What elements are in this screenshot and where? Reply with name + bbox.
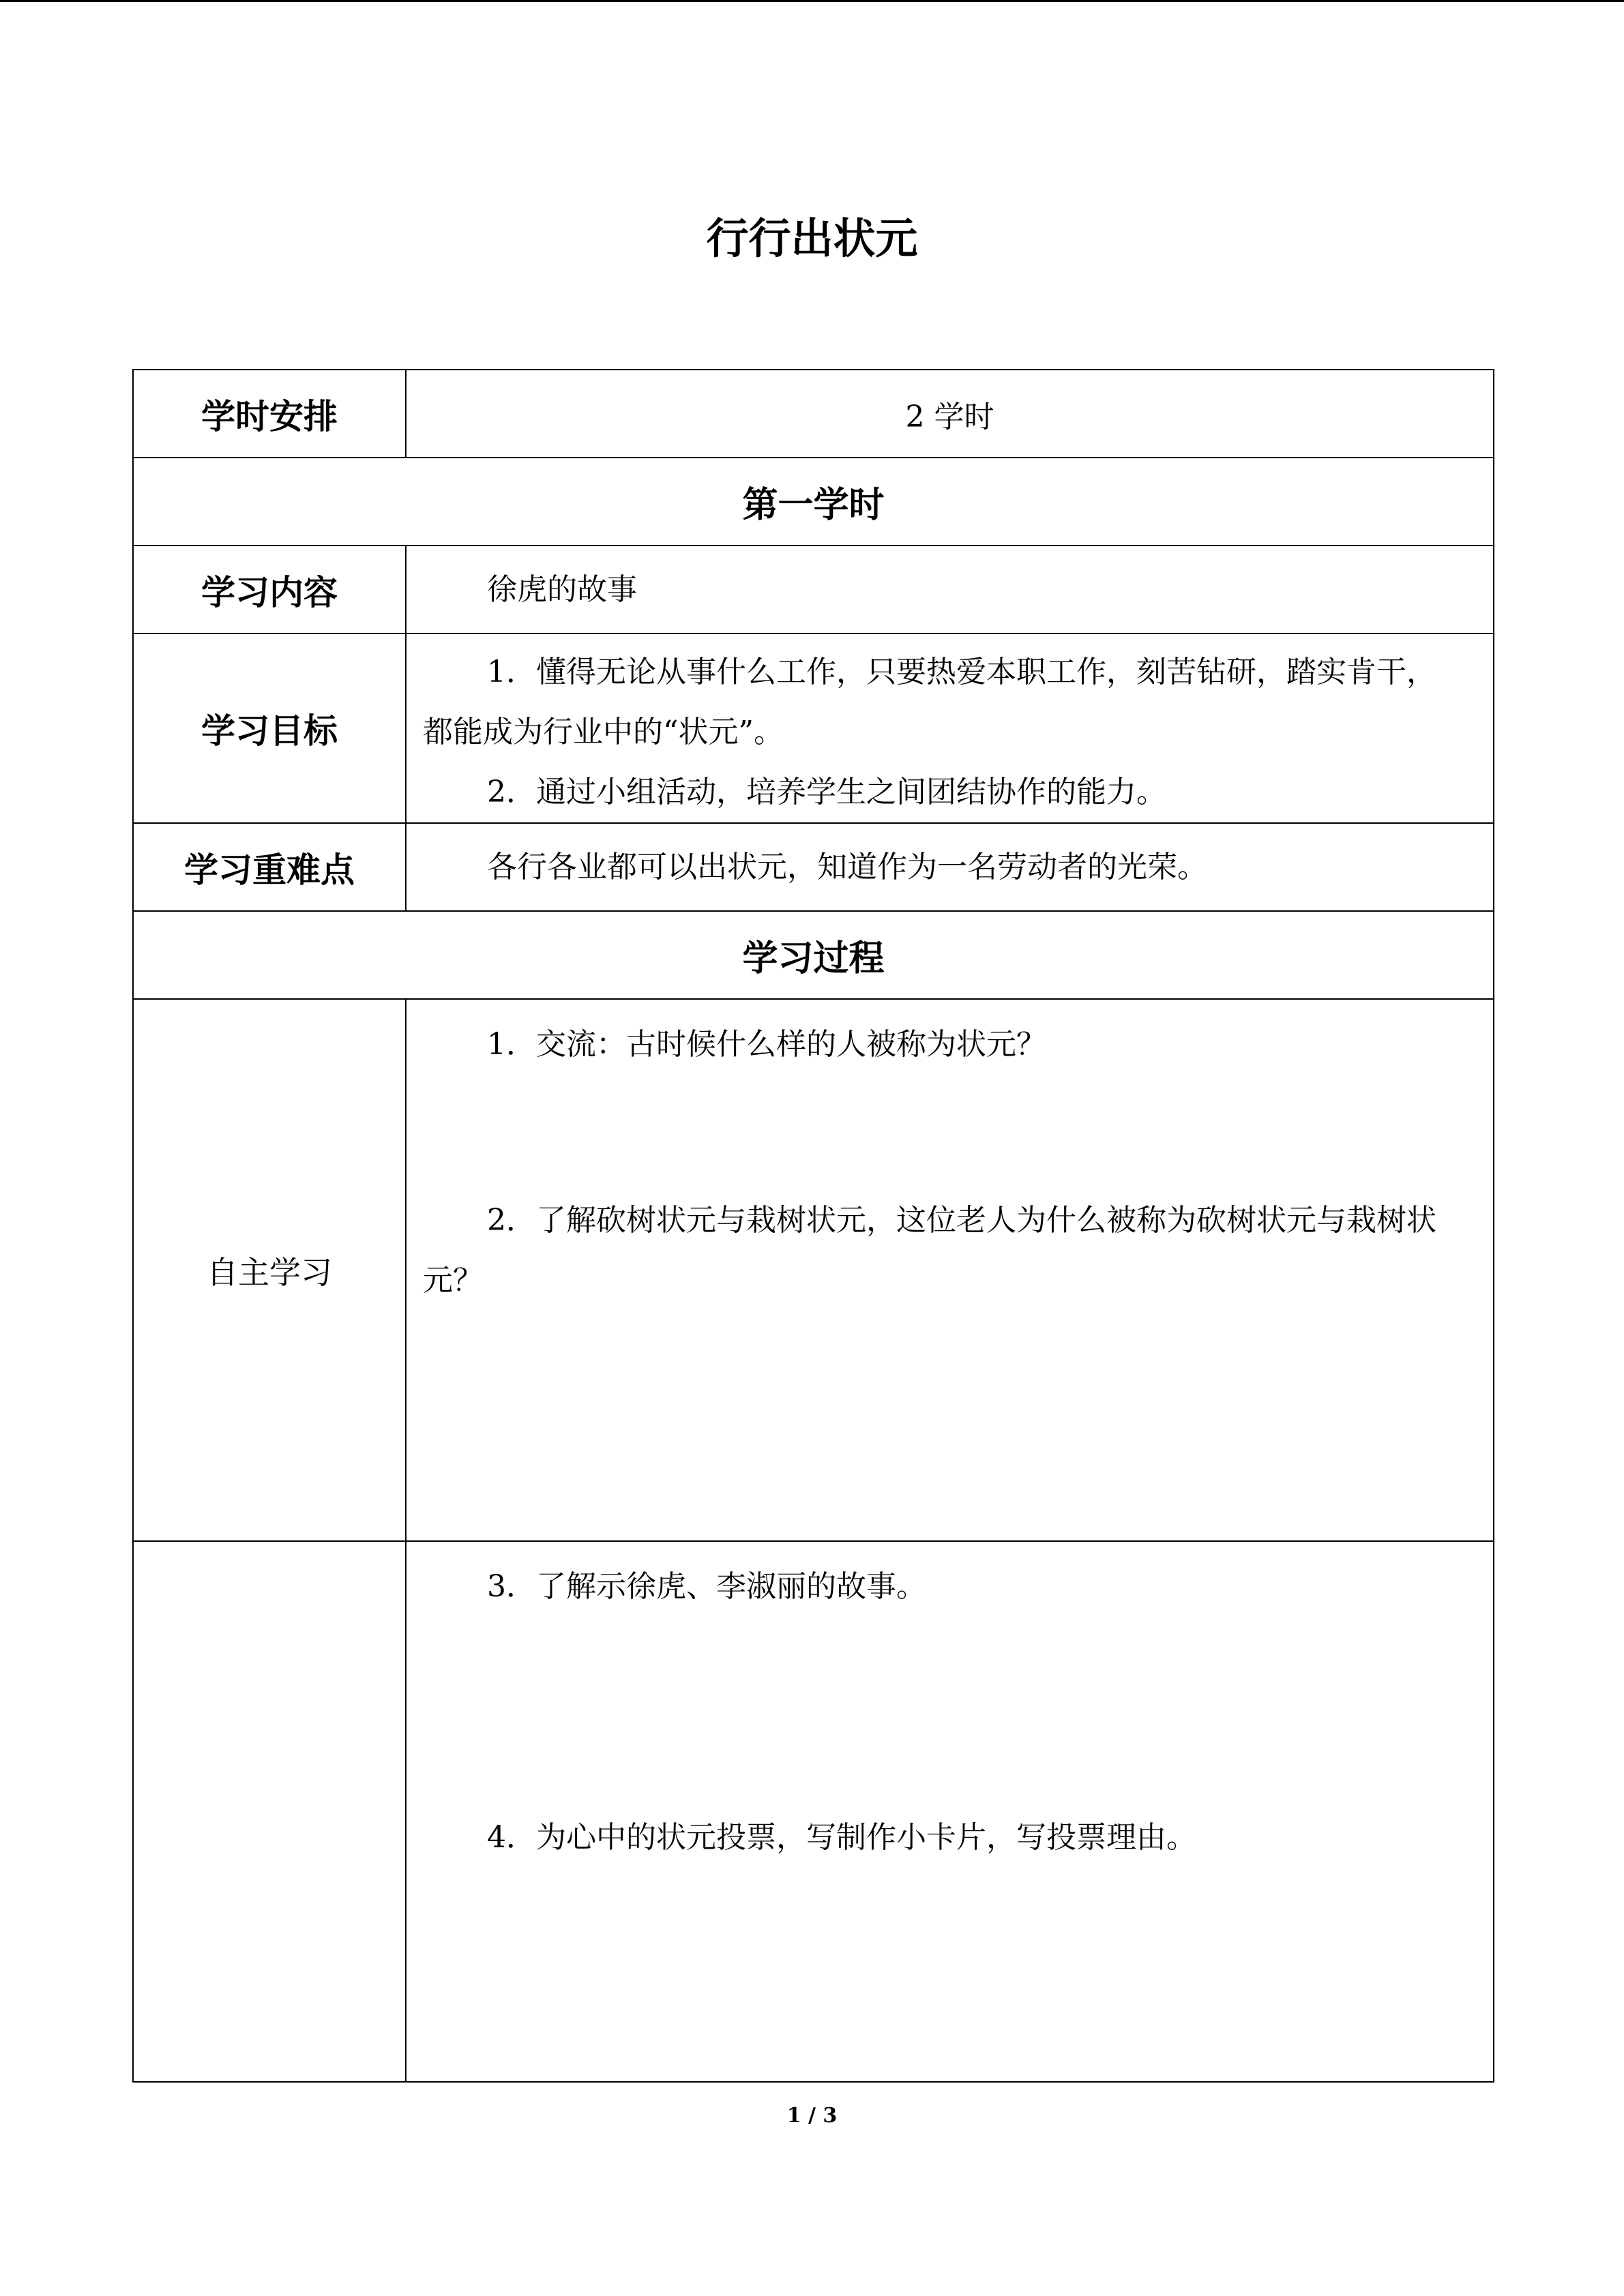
schedule-label: 学时安排 — [133, 370, 406, 458]
row-self-study — [133, 999, 1494, 1541]
self-study-label: 自主学习 — [133, 999, 406, 1541]
answer-space — [407, 1075, 1493, 1191]
goal-item: 1．懂得无论从事什么工作，只要热爱本职工作，刻苦钻研，踏实肯干，都能成为行业中的“状元”。 — [423, 655, 1436, 749]
continued-item: 3．了解示徐虎、李淑丽的故事。 — [487, 1569, 926, 1604]
goal-item: 2．通过小组活动，培养学生之间团结协作的能力。 — [487, 775, 1166, 809]
self-study-cell — [406, 999, 1494, 1541]
key-points-label: 学习重难点 — [133, 823, 406, 911]
row-section-first — [133, 458, 1494, 546]
continued-label — [133, 1541, 406, 2082]
self-study-item: 1．交流：古时候什么样的人被称为状元？ — [487, 1027, 1046, 1062]
goals-cell — [406, 633, 1494, 823]
continued-cell — [406, 1541, 1494, 2082]
row-goals — [133, 633, 1494, 823]
content-cell — [406, 546, 1494, 633]
self-study-item: 2．了解砍树状元与栽树状元，这位老人为什么被称为砍树状元与栽树状元？ — [423, 1203, 1436, 1298]
row-section-process — [133, 911, 1494, 999]
content-value: 徐虎的故事 — [487, 571, 637, 607]
answer-space — [407, 1617, 1493, 1808]
content-label: 学习内容 — [133, 546, 406, 633]
document-title: 行行出状元 — [706, 213, 918, 263]
page-number: 1 / 3 — [786, 2104, 838, 2128]
row-continued — [133, 1541, 1494, 2082]
section-first-lesson: 第一学时 — [133, 458, 1494, 546]
page-top-border — [0, 0, 1624, 2]
row-key-points — [133, 823, 1494, 911]
schedule-value: 2 学时 — [406, 370, 1494, 458]
row-schedule — [133, 370, 1494, 458]
section-learning-process: 学习过程 — [133, 911, 1494, 999]
row-content — [133, 546, 1494, 633]
key-points-value: 各行各业都可以出状元，知道作为一名劳动者的光荣。 — [487, 849, 1207, 884]
continued-item: 4．为心中的状元投票，写制作小卡片，写投票理由。 — [487, 1820, 1196, 1855]
lesson-plan-table — [132, 369, 1494, 2083]
key-points-cell — [406, 823, 1494, 911]
goals-label: 学习目标 — [133, 633, 406, 823]
